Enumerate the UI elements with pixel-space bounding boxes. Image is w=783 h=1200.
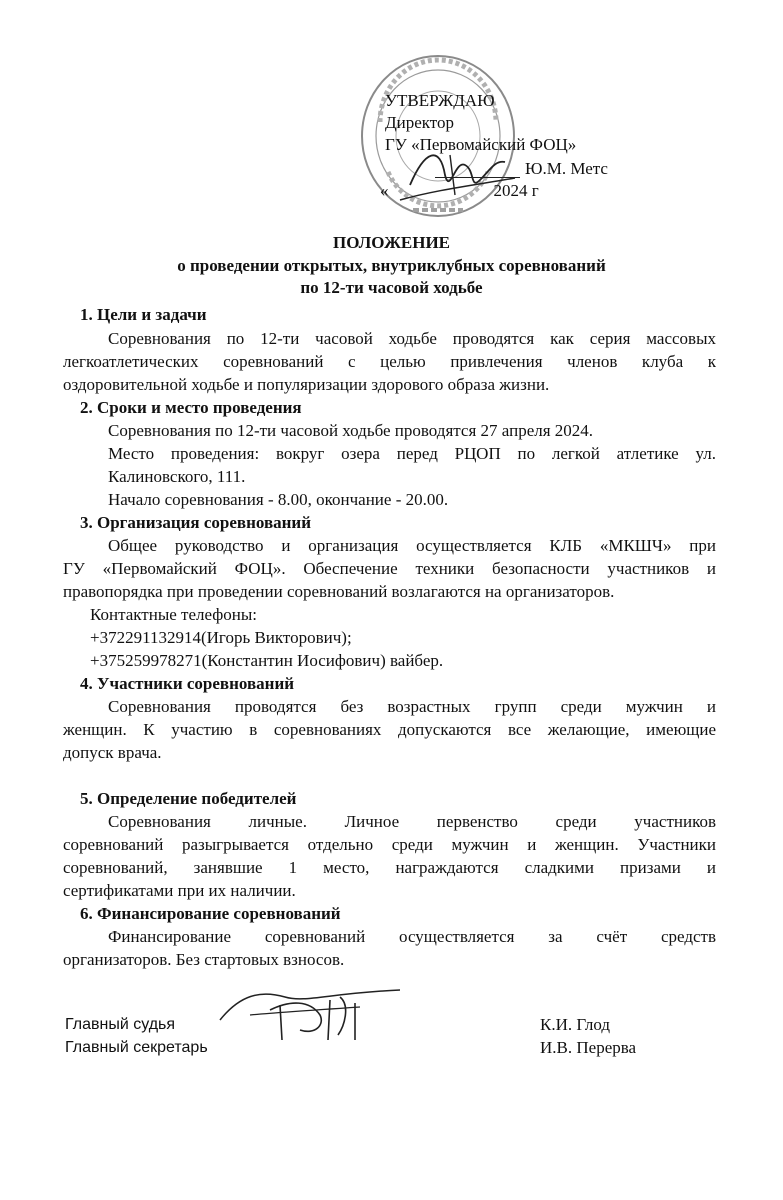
section-5-line: сертификатами при их наличии. [63, 881, 296, 900]
section-4-line: допуск врача. [63, 743, 162, 762]
approval-date-year: 2024 г [493, 181, 539, 200]
section-3-heading: 3. Организация соревнований [80, 513, 312, 532]
document-subtitle-line1: о проведении открытых, внутриклубных соревнований [177, 256, 606, 275]
contact-phone-2: +375259978271(Константин Иосифович) вайбер. [90, 651, 444, 670]
section-6-line: организаторов. Без стартовых взносов. [63, 950, 345, 969]
section-6-heading: 6. Финансирование соревнований [80, 904, 341, 923]
section-5-line: соревнований, занявшие 1 место, награждаются сладкими призами и [63, 858, 716, 877]
section-5-line: соревнований разыгрывается отдельно среди мужчин и женщин. Участники [63, 835, 716, 854]
approval-heading: УТВЕРЖДАЮ [385, 91, 495, 110]
section-3-line: правопорядка при проведении соревнований возлагаются на организаторов. [63, 582, 615, 601]
section-3-line: Общее руководство и организация осуществляется КЛБ «МКШЧ» при [108, 536, 716, 555]
section-2-line: Калиновского, 111. [108, 467, 246, 486]
chief-secretary-name: И.В. Перерва [540, 1038, 637, 1057]
chief-judge-label: Главный судья [65, 1016, 176, 1033]
contacts-label: Контактные телефоны: [90, 605, 258, 624]
section-1-heading: 1. Цели и задачи [80, 305, 207, 324]
section-6-line: Финансирование соревнований осуществляется за счёт средств [108, 927, 716, 946]
document-subtitle-line2: по 12-ти часовой ходьбе [300, 278, 483, 297]
chief-secretary-label: Главный секретарь [65, 1039, 208, 1056]
contact-phone-1: +372291132914(Игорь Викторович); [90, 628, 352, 647]
section-2-line: Начало соревнования - 8.00, окончание - 20.00. [108, 490, 449, 509]
section-3-line: ГУ «Первомайский ФОЦ». Обеспечение техники безопасности участников и [63, 559, 716, 578]
approval-director-name: Ю.М. Метс [525, 159, 608, 178]
section-1-line: легкоатлетических соревнований с целью привлечения членов клуба к [63, 352, 716, 371]
chief-judge-name: К.И. Глод [540, 1015, 611, 1034]
section-2-line: Место проведения: вокруг озера перед РЦОП по легкой атлетике ул. [108, 444, 716, 463]
approval-date-open: « [380, 181, 389, 200]
approval-organization: ГУ «Первомайский ФОЦ» [385, 135, 577, 154]
section-2-line: Соревнования по 12-ти часовой ходьбе проводятся 27 апреля 2024. [108, 421, 594, 440]
section-5-line: Соревнования личные. Личное первенство среди участников [108, 812, 716, 831]
section-1-line: Соревнования по 12-ти часовой ходьбе проводятся как серия массовых [108, 329, 716, 348]
document-title: ПОЛОЖЕНИЕ [333, 233, 450, 252]
judge-signature-icon [210, 985, 410, 1045]
approval-position: Директор [385, 113, 454, 132]
section-4-line: женщин. К участию в соревнованиях допускаются все желающие, имеющие [63, 720, 716, 739]
section-4-heading: 4. Участники соревнований [80, 674, 295, 693]
director-signature-icon [395, 140, 525, 210]
section-2-heading: 2. Сроки и место проведения [80, 398, 302, 417]
section-4-line: Соревнования проводятся без возрастных групп среди мужчин и [108, 697, 716, 716]
section-5-heading: 5. Определение победителей [80, 789, 297, 808]
section-1-line: оздоровительной ходьбе и популяризации здорового образа жизни. [63, 375, 550, 394]
